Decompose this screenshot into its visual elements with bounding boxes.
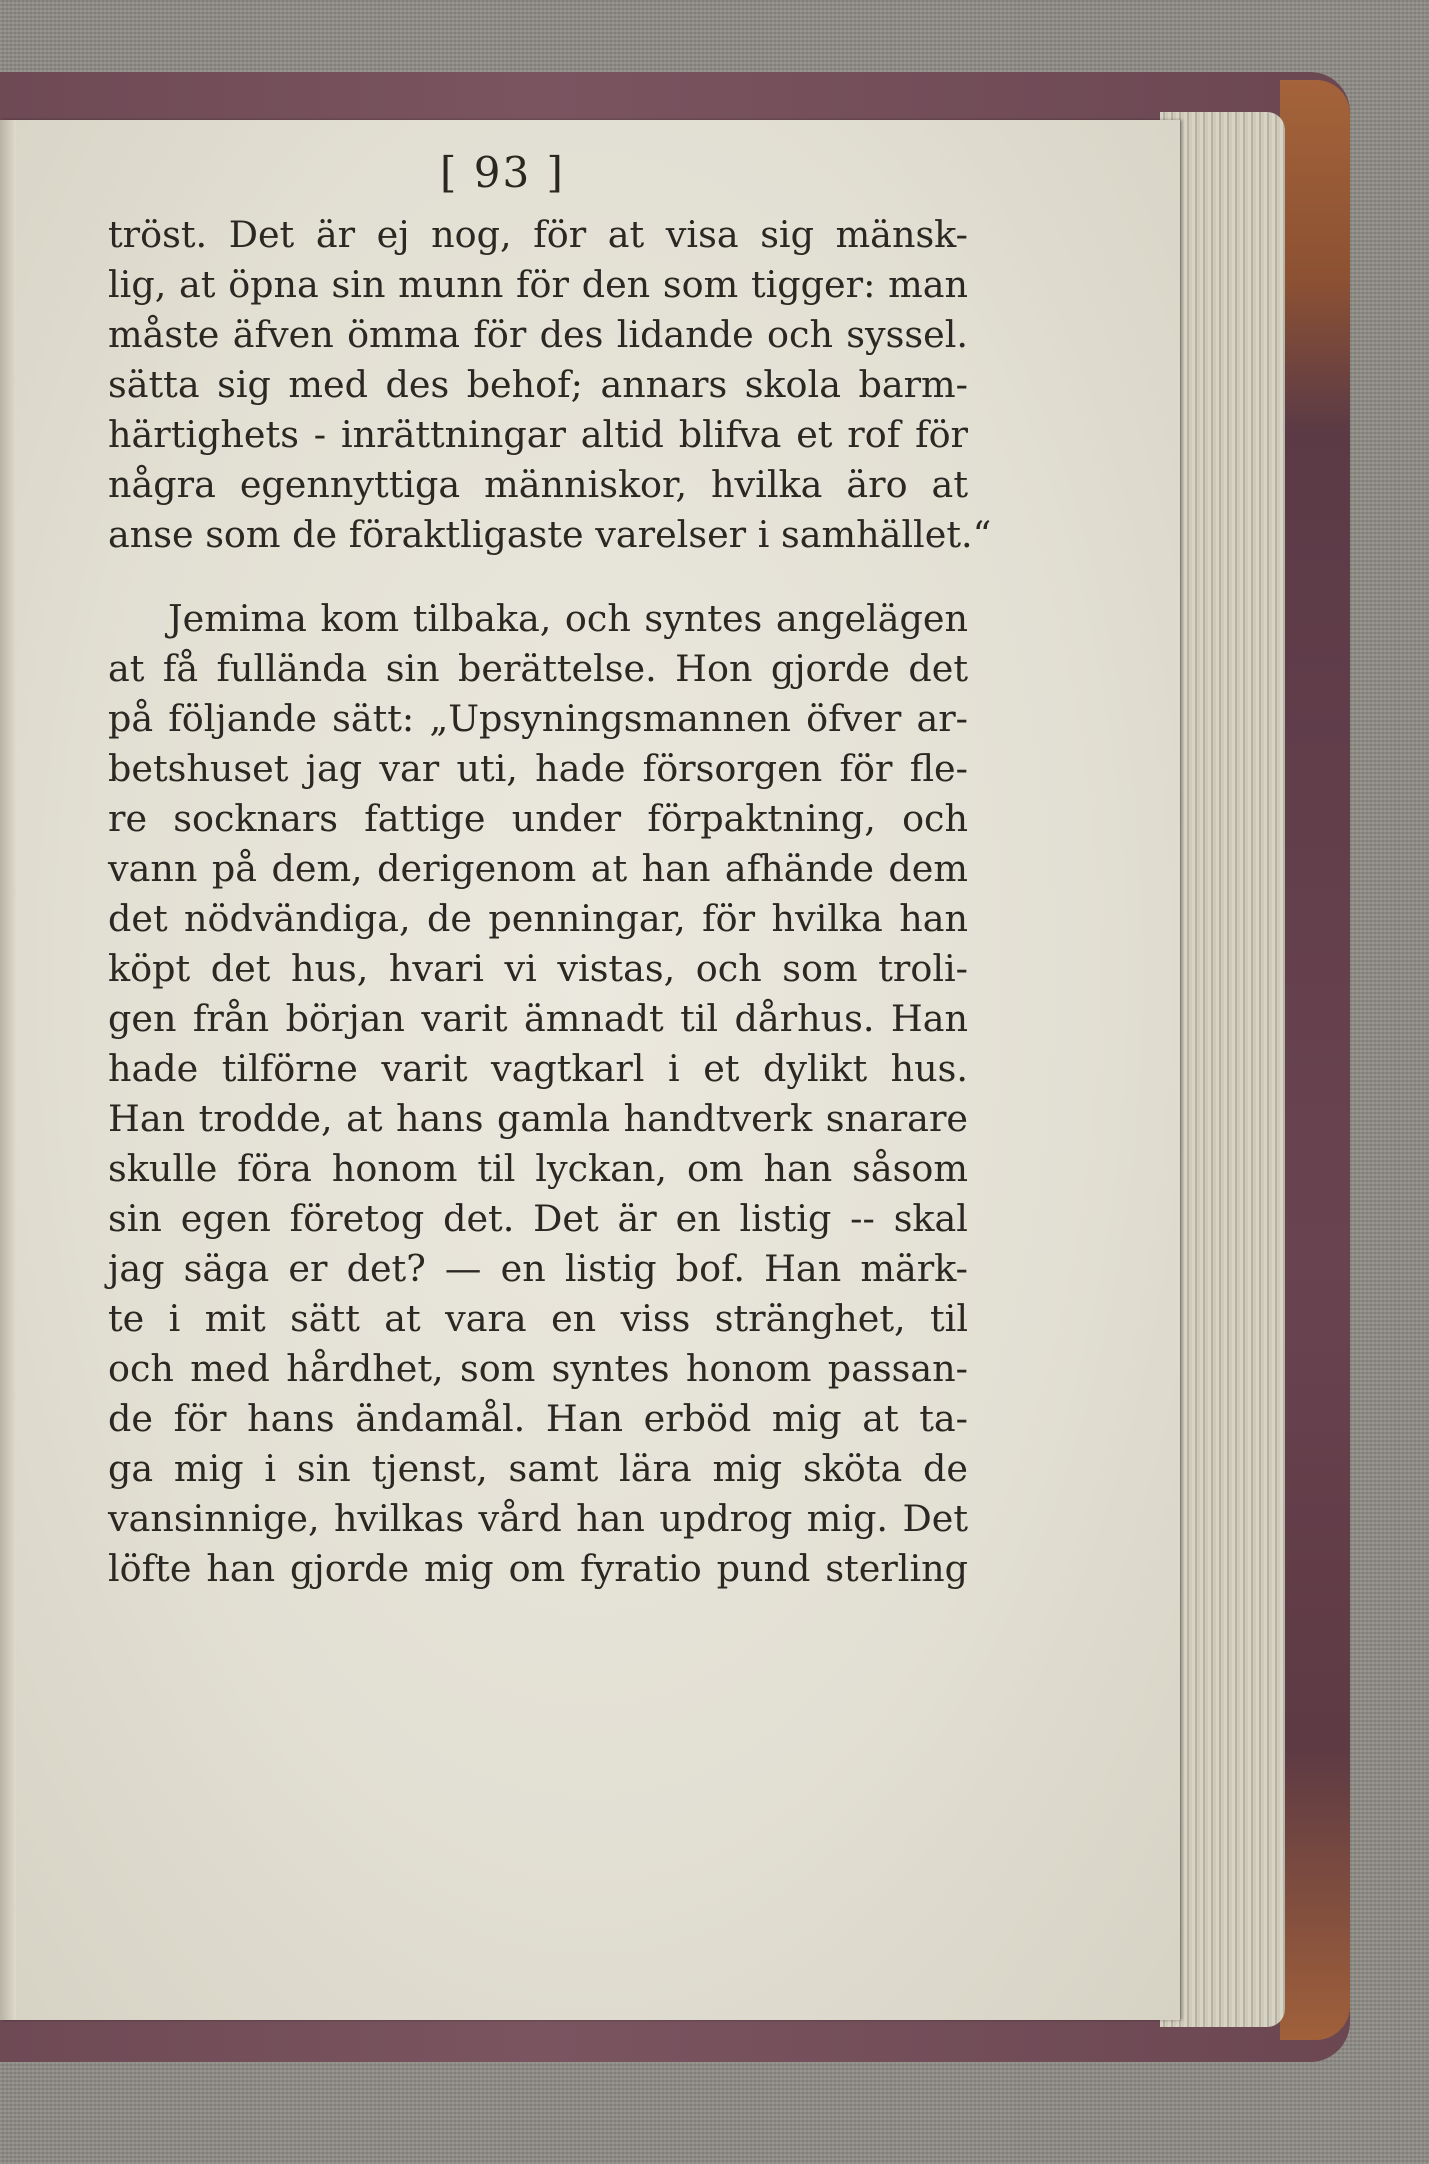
text-line: köpt det hus, hvari vi vistas, och som troli- (108, 947, 968, 990)
page-number-header: [ 93 ] (440, 148, 565, 197)
text-line: Han trodde, at hans gamla handtverk snarare (108, 1097, 968, 1140)
text-line: sätta sig med des behof; annars skola barm- (108, 363, 968, 406)
text-line: lig, at öpna sin munn för den som tigger: man (108, 263, 968, 306)
text-line: anse som de föraktligaste varelser i samhället.“ (108, 513, 992, 556)
text-line: och med hårdhet, som syntes honom passan- (108, 1347, 968, 1390)
text-line: Jemima kom tilbaka, och syntes angelägen (168, 597, 968, 640)
text-line: måste äfven ömma för des lidande och syssel. (108, 313, 968, 356)
text-line: de för hans ändamål. Han erböd mig at ta- (108, 1397, 968, 1440)
text-line: tröst. Det är ej nog, för at visa sig mänsk- (108, 213, 968, 256)
text-line: härtighets - inrättningar altid blifva et rof för (108, 413, 968, 456)
paragraph-2 (108, 594, 968, 1594)
text-line: på följande sätt: „Upsyningsmannen öfver ar- (108, 697, 968, 740)
text-line: gen från början varit ämnadt til dårhus. Han (108, 997, 968, 1040)
text-line: re socknars fattige under förpaktning, och (108, 797, 968, 840)
text-line: skulle föra honom til lyckan, om han såsom (108, 1147, 968, 1190)
cover-edge (1280, 80, 1350, 2040)
text-line: ga mig i sin tjenst, samt lära mig sköta de (108, 1447, 968, 1490)
text-line: te i mit sätt at vara en viss stränghet, til (108, 1297, 968, 1340)
text-line: betshuset jag var uti, hade försorgen för fle- (108, 747, 968, 790)
page-text (108, 210, 992, 1594)
text-line: at få fullända sin berättelse. Hon gjorde det (108, 647, 968, 690)
page-gutter (0, 120, 16, 2020)
text-line: vann på dem, derigenom at han afhände dem (108, 847, 968, 890)
text-line: sin egen företog det. Det är en listig -- skal (108, 1197, 968, 1240)
text-line: löfte han gjorde mig om fyratio pund sterling (108, 1547, 968, 1590)
text-line: hade tilförne varit vagtkarl i et dylikt hus. (108, 1047, 968, 1090)
text-line: jag säga er det? — en listig bof. Han märk- (108, 1247, 968, 1290)
text-line: vansinnige, hvilkas vård han updrog mig. Det (108, 1497, 968, 1540)
paragraph-1 (108, 210, 992, 560)
text-line: det nödvändiga, de penningar, för hvilka han (108, 897, 968, 940)
paragraph-gap (108, 560, 968, 594)
text-line: några egennyttiga människor, hvilka äro at (108, 463, 968, 506)
